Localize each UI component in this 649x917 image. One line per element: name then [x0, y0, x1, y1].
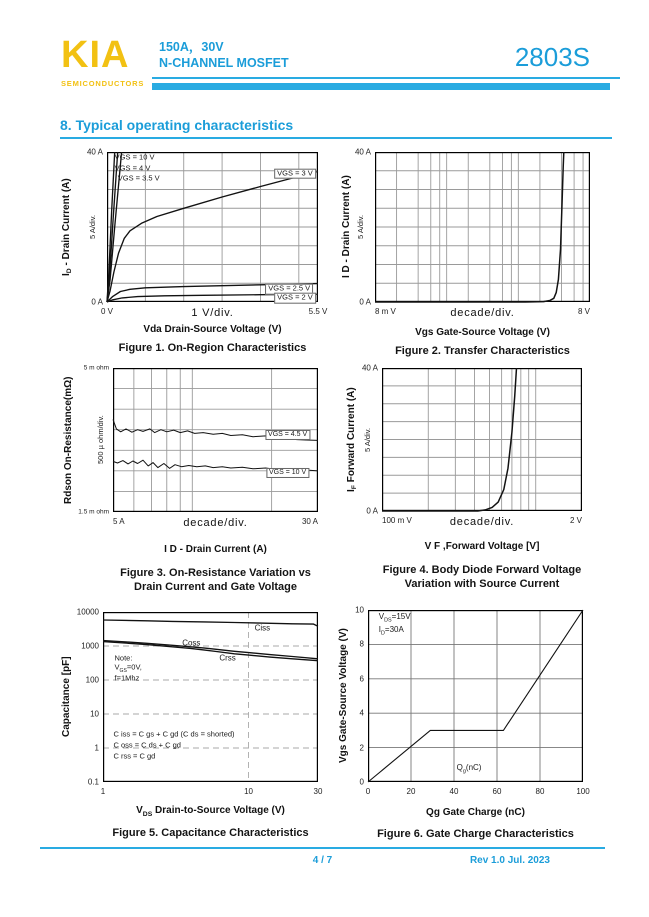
figure-4-y-axis-label: $I_F$ Forward Current (A) — [346, 387, 358, 492]
x-axis-tick: 60 — [492, 787, 502, 796]
x-axis-tick: decade/div. — [183, 517, 248, 529]
y-axis-tick: 1000 — [81, 641, 99, 651]
x-axis-tick: 8 V — [577, 307, 590, 316]
y-axis-tick: 1.5 m ohm — [78, 508, 109, 516]
footer-rule — [40, 847, 605, 849]
y-axis-tick: 40 A — [86, 147, 103, 157]
figure-2-y-axis-label: I D - Drain Current (A) — [341, 175, 352, 279]
header-spec — [159, 40, 289, 71]
figure-1-x-axis-label: Vda Drain-Source Voltage (V) — [143, 324, 282, 335]
figure-4-caption: Figure 4. Body Diode Forward Voltage — [382, 564, 582, 576]
x-axis-tick: 0 — [365, 787, 371, 796]
figure-5-capacitance — [61, 607, 323, 839]
y-axis-tick: 4 — [359, 708, 364, 718]
x-axis-tick: 0 V — [100, 307, 114, 316]
figure-4-caption-line2: Variation with Source Current — [404, 578, 560, 590]
plot-annotation-q-g-nc: $Q_g(nC)$ — [456, 763, 482, 775]
x-axis-tick: decade/div. — [449, 516, 515, 528]
plot-annotation-c-oss-c-ds-c-gd: C oss = C ds + C gd — [113, 740, 181, 750]
figure-3-y-axis-label: Rdson On-Resistance(mΩ) — [63, 376, 74, 504]
plot-annotation-crss: Crss — [219, 653, 236, 663]
plot-annotation-c-rss-c-gd: C rss = C gd — [113, 751, 156, 761]
plot-annotation-vgs-4-5-v: VGS = 4.5 V — [265, 430, 310, 440]
figure-4-y-div-label: 5 A/div. — [363, 427, 372, 452]
plot-border — [114, 369, 318, 512]
fig4-canvas — [382, 368, 582, 511]
x-axis-tick: 30 A — [301, 517, 318, 526]
plot-annotation-f-1mhz: f=1Mhz — [114, 673, 140, 683]
y-axis-tick: 2 — [359, 743, 364, 753]
x-axis-tick: 20 — [406, 787, 416, 796]
plot-annotation-vgs-10-v: VGS = 10 V — [266, 468, 309, 478]
series-line-vgs-3-v — [107, 172, 318, 303]
header-spec-rating: 150A，30V — [159, 40, 224, 54]
figure-3-caption-line2: Drain Current and Gate Voltage — [134, 581, 297, 593]
figure-3-x-axis-label: I D - Drain Current (A) — [164, 544, 267, 555]
x-axis-tick: 1 V/div. — [191, 307, 234, 319]
figure-3-caption: Figure 3. On-Resistance Variation vs — [120, 567, 311, 579]
x-axis-tick: 100 — [576, 787, 590, 796]
plot-annotation-c-iss-c-gs-c-gd-c-ds-shorted: C iss = C gs + C gd (C ds = shorted) — [113, 729, 235, 739]
figure-5-caption: Figure 5. Capacitance Characteristics — [112, 827, 309, 839]
series-line-crss — [103, 642, 318, 661]
figure-1-on-region — [61, 147, 328, 354]
x-axis-tick: 30 — [313, 787, 323, 796]
plot-annotation-v-gs-0v: $V_{GS}=0V$, — [114, 662, 142, 674]
fig3-canvas — [113, 368, 318, 512]
plot-annotation-note: Note: — [114, 653, 133, 663]
plot-annotation-v-ds-15v: $V_{DS}=15V$ — [378, 611, 411, 624]
x-axis-tick: 8 m V — [375, 307, 396, 316]
plot-annotation-vgs-2-v: VGS = 2 V — [274, 293, 316, 304]
y-axis-tick: 5 m ohm — [83, 364, 109, 372]
figure-5-x-axis-label: $V_{DS}$ Drain-to-Source Voltage (V) — [136, 805, 285, 818]
y-axis-tick: 0.1 — [87, 777, 99, 787]
figure-6-caption: Figure 6. Gate Charge Characteristics — [377, 828, 574, 840]
y-axis-tick: 10 — [90, 709, 99, 719]
part-number: 2803S — [514, 42, 590, 72]
y-axis-tick: 0 A — [359, 297, 371, 307]
fig2-canvas — [375, 152, 590, 302]
figure-4-body-diode — [346, 363, 582, 590]
x-axis-tick: 80 — [535, 787, 545, 796]
page-number: 4 / 7 — [312, 855, 333, 866]
plot-annotation-vgs-2-5-v: VGS = 2.5 V — [265, 284, 313, 295]
x-axis-tick: 100 m V — [382, 516, 412, 525]
y-axis-tick: 1 — [94, 743, 99, 753]
figure-2-y-div-label: 5 A/div. — [356, 214, 365, 240]
figure-1-y-div-label: 5 A/div. — [88, 214, 97, 240]
y-axis-tick: 0 A — [91, 297, 103, 307]
figure-6-x-axis-label: Qg Gate Charge (nC) — [426, 807, 525, 818]
y-axis-tick: 40 A — [361, 363, 378, 373]
kia-logo: KIA — [61, 34, 130, 76]
y-axis-tick: 0 — [359, 777, 364, 787]
x-axis-tick: decade/div. — [450, 307, 515, 319]
section-title: 8. Typical operating characteristics — [60, 117, 294, 133]
x-axis-tick: 5.5 V — [308, 307, 328, 316]
header-rule-thin — [152, 77, 620, 79]
y-axis-tick: 0 A — [366, 506, 378, 516]
x-axis-tick: 5 A — [113, 517, 125, 526]
figure-6-y-axis-label: Vgs Gate-Source Voltage (V) — [338, 628, 349, 764]
x-axis-tick: 1 — [100, 787, 106, 796]
header-rule-thick — [152, 83, 610, 90]
plot-annotation-vgs-4-v: VGS = 4 V — [114, 163, 151, 173]
x-axis-tick: 2 V — [569, 516, 582, 525]
plot-annotation-coss: Coss — [182, 638, 201, 648]
figure-5-plot — [76, 607, 323, 796]
figure-2-x-axis-label: Vgs Gate-Source Voltage (V) — [415, 327, 550, 338]
figure-4-x-axis-label: V F ,Forward Voltage [V] — [424, 541, 540, 552]
figure-1-caption: Figure 1. On-Region Characteristics — [118, 342, 307, 354]
plot-annotation-vgs-3-5-v: VGS = 3.5 V — [117, 173, 160, 183]
figure-3-y-div-label: 500 µ ohm/div. — [96, 415, 105, 465]
y-axis-tick: 10 — [355, 605, 364, 615]
x-axis-tick: 10 — [244, 787, 253, 796]
figure-6-plot — [355, 605, 590, 796]
plot-annotation-ciss: Ciss — [254, 623, 271, 633]
plot-annotation-vgs-10-v: VGS = 10 V — [114, 153, 155, 163]
y-axis-tick: 10000 — [76, 607, 99, 617]
series-line-ciss — [103, 620, 318, 626]
kia-logo-subtitle: SEMICONDUCTORS — [61, 79, 145, 88]
y-axis-tick: 100 — [85, 675, 99, 685]
section-rule — [60, 137, 612, 139]
header-spec-type: N-CHANNEL MOSFET — [159, 55, 289, 70]
figure-1-y-axis-label: $I_D$ - Drain Current (A) — [61, 178, 73, 276]
figure-3-on-resistance — [63, 364, 318, 593]
figure-2-caption: Figure 2. Transfer Characteristics — [395, 345, 570, 357]
figure-6-gate-charge — [338, 605, 590, 840]
y-axis-tick: 6 — [359, 674, 364, 684]
y-axis-tick: 40 A — [354, 147, 371, 157]
plot-annotation-vgs-3-v: VGS = 3 V — [274, 168, 316, 179]
figure-5-y-axis-label: Capacitance [pF] — [61, 656, 72, 738]
figure-2-transfer — [341, 147, 590, 357]
y-axis-tick: 8 — [359, 639, 364, 649]
plot-annotation-i-d-30a: $I_D=30A$ — [378, 624, 404, 637]
revision-label: Rev 1.0 Jul. 2023 — [469, 855, 550, 866]
x-axis-tick: 40 — [449, 787, 459, 796]
